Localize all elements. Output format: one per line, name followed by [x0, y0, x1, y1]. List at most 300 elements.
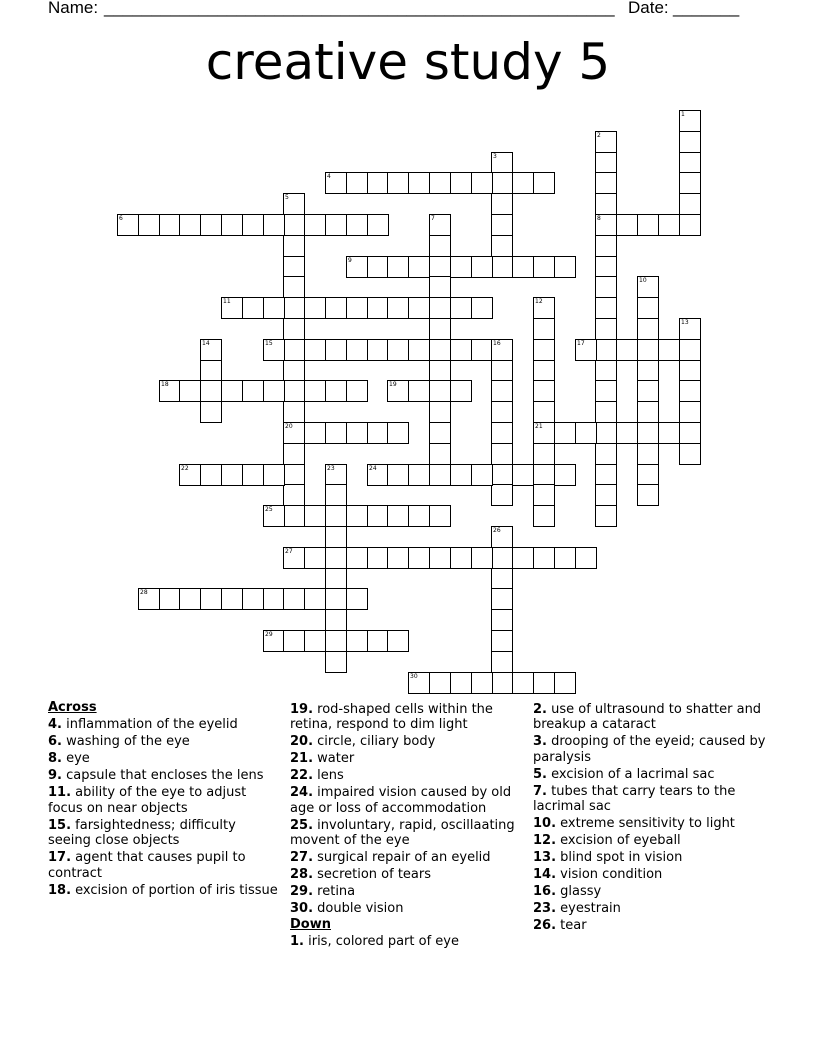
- grid-cell[interactable]: [283, 380, 305, 402]
- grid-cell[interactable]: [491, 443, 513, 465]
- grid-cell[interactable]: [491, 547, 513, 569]
- grid-cell[interactable]: [408, 172, 430, 194]
- grid-cell[interactable]: [533, 401, 555, 423]
- grid-cell[interactable]: [387, 505, 409, 527]
- cell-number: 8: [597, 215, 601, 222]
- grid-cell[interactable]: [304, 297, 326, 319]
- grid-cell[interactable]: [200, 380, 222, 402]
- grid-cell[interactable]: [200, 360, 222, 382]
- grid-cell[interactable]: [637, 276, 659, 298]
- grid-cell[interactable]: [179, 214, 201, 236]
- grid-cell[interactable]: [283, 256, 305, 278]
- grid-cell[interactable]: [387, 172, 409, 194]
- grid-cell[interactable]: [367, 297, 389, 319]
- grid-cell[interactable]: [450, 172, 472, 194]
- grid-cell[interactable]: [637, 422, 659, 444]
- grid-cell[interactable]: [637, 443, 659, 465]
- grid-cell[interactable]: [679, 193, 701, 215]
- grid-cell[interactable]: [491, 256, 513, 278]
- grid-cell[interactable]: [491, 235, 513, 257]
- grid-cell[interactable]: [200, 339, 222, 361]
- grid-cell[interactable]: [429, 339, 451, 361]
- grid-cell[interactable]: [429, 235, 451, 257]
- grid-cell[interactable]: [595, 339, 617, 361]
- grid-cell[interactable]: [450, 256, 472, 278]
- grid-cell[interactable]: [595, 318, 617, 340]
- clue-text: glassy: [556, 884, 602, 899]
- grid-cell[interactable]: [679, 360, 701, 382]
- name-label: Name:: [48, 0, 99, 17]
- grid-cell[interactable]: [200, 588, 222, 610]
- page-title: creative study 5: [205, 33, 611, 91]
- grid-cell[interactable]: [408, 339, 430, 361]
- grid-cell[interactable]: [471, 172, 493, 194]
- grid-cell[interactable]: [283, 422, 305, 444]
- clue-item: [533, 816, 769, 832]
- grid-cell[interactable]: [533, 422, 555, 444]
- grid-cell[interactable]: [117, 214, 139, 236]
- grid-cell[interactable]: [346, 630, 368, 652]
- clue-number: 7.: [533, 783, 547, 799]
- grid-cell[interactable]: [679, 110, 701, 132]
- grid-cell[interactable]: [595, 297, 617, 319]
- grid-cell[interactable]: [283, 588, 305, 610]
- grid-cell[interactable]: [679, 401, 701, 423]
- grid-cell[interactable]: [283, 547, 305, 569]
- grid-cell[interactable]: [387, 339, 409, 361]
- clue-text: agent that causes pupil to contract: [48, 850, 246, 881]
- clue-item: [533, 918, 769, 934]
- clue-number: 11.: [48, 785, 72, 800]
- grid-cell[interactable]: [533, 360, 555, 382]
- grid-cell[interactable]: [491, 193, 513, 215]
- grid-cell[interactable]: [179, 464, 201, 486]
- grid-cell[interactable]: [595, 464, 617, 486]
- grid-cell[interactable]: [408, 256, 430, 278]
- clue-item: [533, 784, 769, 815]
- grid-cell[interactable]: [533, 547, 555, 569]
- grid-cell[interactable]: [159, 588, 181, 610]
- grid-cell[interactable]: [429, 276, 451, 298]
- grid-cell[interactable]: [387, 547, 409, 569]
- grid-cell[interactable]: [242, 214, 264, 236]
- grid-cell[interactable]: [283, 318, 305, 340]
- grid-cell[interactable]: [491, 214, 513, 236]
- grid-cell[interactable]: [429, 443, 451, 465]
- grid-cell[interactable]: [658, 214, 680, 236]
- grid-cell[interactable]: [679, 339, 701, 361]
- grid-cell[interactable]: [491, 401, 513, 423]
- name-field[interactable]: ______________________________________________________: [104, 0, 615, 17]
- grid-cell[interactable]: [595, 214, 617, 236]
- grid-cell[interactable]: [367, 464, 389, 486]
- grid-cell[interactable]: [138, 588, 160, 610]
- grid-cell[interactable]: [429, 401, 451, 423]
- grid-cell[interactable]: [429, 360, 451, 382]
- grid-cell[interactable]: [575, 422, 597, 444]
- clue-number: 12.: [533, 833, 557, 848]
- grid-cell[interactable]: [471, 256, 493, 278]
- grid-cell[interactable]: [491, 609, 513, 631]
- grid-cell[interactable]: [138, 214, 160, 236]
- grid-cell[interactable]: [283, 464, 305, 486]
- clue-number: 13.: [533, 850, 557, 865]
- grid-cell[interactable]: [200, 401, 222, 423]
- grid-cell[interactable]: [367, 256, 389, 278]
- grid-cell[interactable]: [679, 172, 701, 194]
- clue-number: 24.: [290, 785, 314, 800]
- grid-cell[interactable]: [471, 672, 493, 694]
- grid-cell[interactable]: [491, 464, 513, 486]
- clue-text: secretion of tears: [313, 867, 432, 882]
- grid-cell[interactable]: [595, 360, 617, 382]
- grid-cell[interactable]: [533, 318, 555, 340]
- grid-cell[interactable]: [346, 588, 368, 610]
- grid-cell[interactable]: [346, 547, 368, 569]
- grid-cell[interactable]: [387, 464, 409, 486]
- grid-cell[interactable]: [242, 297, 264, 319]
- grid-cell[interactable]: [325, 297, 347, 319]
- grid-cell[interactable]: [221, 214, 243, 236]
- grid-cell[interactable]: [471, 464, 493, 486]
- grid-cell[interactable]: [408, 464, 430, 486]
- grid-cell[interactable]: [429, 505, 451, 527]
- grid-cell[interactable]: [491, 672, 513, 694]
- grid-cell[interactable]: [491, 484, 513, 506]
- grid-cell[interactable]: [408, 380, 430, 402]
- grid-cell[interactable]: [346, 297, 368, 319]
- grid-cell[interactable]: [325, 526, 347, 548]
- grid-cell[interactable]: [595, 152, 617, 174]
- grid-cell[interactable]: [450, 547, 472, 569]
- grid-cell[interactable]: [679, 422, 701, 444]
- grid-cell[interactable]: [263, 214, 285, 236]
- grid-cell[interactable]: [325, 464, 347, 486]
- clue-number: 6.: [48, 734, 62, 749]
- grid-cell[interactable]: [387, 256, 409, 278]
- grid-cell[interactable]: [367, 630, 389, 652]
- grid-cell[interactable]: [283, 235, 305, 257]
- clue-number: 17.: [48, 850, 72, 865]
- grid-cell[interactable]: [346, 422, 368, 444]
- grid-cell[interactable]: [429, 380, 451, 402]
- grid-cell[interactable]: [263, 588, 285, 610]
- grid-cell[interactable]: [533, 297, 555, 319]
- grid-cell[interactable]: [179, 588, 201, 610]
- grid-cell[interactable]: [491, 568, 513, 590]
- grid-cell[interactable]: [595, 276, 617, 298]
- grid-cell[interactable]: [221, 588, 243, 610]
- grid-cell[interactable]: [512, 547, 534, 569]
- grid-cell[interactable]: [491, 380, 513, 402]
- grid-cell[interactable]: [325, 588, 347, 610]
- grid-cell[interactable]: [637, 401, 659, 423]
- grid-cell[interactable]: [429, 422, 451, 444]
- clue-item: [48, 717, 280, 733]
- grid-cell[interactable]: [554, 422, 576, 444]
- grid-cell[interactable]: [325, 380, 347, 402]
- grid-cell[interactable]: [450, 297, 472, 319]
- grid-cell[interactable]: [471, 297, 493, 319]
- grid-cell[interactable]: [346, 505, 368, 527]
- grid-cell[interactable]: [533, 672, 555, 694]
- grid-cell[interactable]: [637, 339, 659, 361]
- grid-cell[interactable]: [637, 484, 659, 506]
- clue-item: [48, 818, 280, 849]
- grid-cell[interactable]: [512, 256, 534, 278]
- grid-cell[interactable]: [263, 505, 285, 527]
- grid-cell[interactable]: [242, 380, 264, 402]
- clue-item: [290, 734, 526, 750]
- grid-cell[interactable]: [450, 464, 472, 486]
- grid-cell[interactable]: [575, 339, 597, 361]
- grid-cell[interactable]: [304, 630, 326, 652]
- grid-cell[interactable]: [679, 152, 701, 174]
- grid-cell[interactable]: [554, 547, 576, 569]
- grid-cell[interactable]: [533, 339, 555, 361]
- grid-cell[interactable]: [304, 422, 326, 444]
- grid-cell[interactable]: [325, 484, 347, 506]
- grid-cell[interactable]: [491, 172, 513, 194]
- grid-cell[interactable]: [387, 380, 409, 402]
- grid-cell[interactable]: [595, 193, 617, 215]
- grid-cell[interactable]: [408, 505, 430, 527]
- cell-number: 3: [493, 153, 497, 160]
- grid-cell[interactable]: [595, 422, 617, 444]
- grid-cell[interactable]: [408, 547, 430, 569]
- grid-cell[interactable]: [283, 193, 305, 215]
- grid-cell[interactable]: [637, 297, 659, 319]
- grid-cell[interactable]: [616, 214, 638, 236]
- grid-cell[interactable]: [575, 547, 597, 569]
- clue-text: farsightedness; difficulty seeing close objects: [48, 817, 236, 848]
- clue-item: [290, 818, 526, 849]
- grid-cell[interactable]: [221, 297, 243, 319]
- grid-cell[interactable]: [263, 464, 285, 486]
- grid-cell[interactable]: [304, 588, 326, 610]
- grid-cell[interactable]: [533, 484, 555, 506]
- grid-cell[interactable]: [387, 630, 409, 652]
- grid-cell[interactable]: [533, 443, 555, 465]
- grid-cell[interactable]: [595, 380, 617, 402]
- grid-cell[interactable]: [263, 339, 285, 361]
- grid-cell[interactable]: [429, 297, 451, 319]
- grid-cell[interactable]: [263, 297, 285, 319]
- grid-cell[interactable]: [325, 214, 347, 236]
- grid-cell[interactable]: [595, 505, 617, 527]
- cell-number: 28: [140, 589, 148, 596]
- cell-number: 24: [369, 465, 377, 472]
- grid-cell[interactable]: [159, 214, 181, 236]
- grid-cell[interactable]: [200, 464, 222, 486]
- grid-cell[interactable]: [637, 360, 659, 382]
- grid-cell[interactable]: [283, 443, 305, 465]
- grid-cell[interactable]: [325, 568, 347, 590]
- grid-cell[interactable]: [637, 464, 659, 486]
- grid-cell[interactable]: [325, 339, 347, 361]
- grid-cell[interactable]: [533, 172, 555, 194]
- grid-cell[interactable]: [283, 297, 305, 319]
- grid-cell[interactable]: [491, 588, 513, 610]
- grid-cell[interactable]: [242, 588, 264, 610]
- grid-cell[interactable]: [595, 235, 617, 257]
- grid-cell[interactable]: [679, 318, 701, 340]
- cell-number: 27: [285, 548, 293, 555]
- grid-cell[interactable]: [679, 443, 701, 465]
- clue-text: iris, colored part of eye: [303, 933, 459, 949]
- grid-cell[interactable]: [595, 172, 617, 194]
- grid-cell[interactable]: [491, 152, 513, 174]
- grid-cell[interactable]: [283, 505, 305, 527]
- clue-number: 10.: [533, 816, 557, 831]
- grid-cell[interactable]: [367, 214, 389, 236]
- clue-item: [290, 751, 526, 767]
- date-field[interactable]: _______: [673, 0, 740, 17]
- grid-cell[interactable]: [491, 630, 513, 652]
- grid-cell[interactable]: [595, 443, 617, 465]
- grid-cell[interactable]: [595, 484, 617, 506]
- grid-cell[interactable]: [533, 380, 555, 402]
- grid-cell[interactable]: [595, 401, 617, 423]
- grid-cell[interactable]: [325, 651, 347, 673]
- grid-cell[interactable]: [304, 214, 326, 236]
- grid-cell[interactable]: [533, 256, 555, 278]
- grid-cell[interactable]: [554, 464, 576, 486]
- grid-cell[interactable]: [263, 380, 285, 402]
- grid-cell[interactable]: [512, 172, 534, 194]
- grid-cell[interactable]: [450, 339, 472, 361]
- grid-cell[interactable]: [221, 380, 243, 402]
- cell-number: 29: [265, 631, 273, 638]
- cell-number: 23: [327, 465, 335, 472]
- grid-cell[interactable]: [283, 339, 305, 361]
- grid-cell[interactable]: [283, 630, 305, 652]
- clue-item: [290, 934, 526, 950]
- clue-item: [290, 884, 526, 900]
- grid-cell[interactable]: [429, 214, 451, 236]
- grid-cell[interactable]: [304, 380, 326, 402]
- grid-cell[interactable]: [533, 464, 555, 486]
- grid-cell[interactable]: [367, 422, 389, 444]
- clue-item: [48, 883, 280, 899]
- grid-cell[interactable]: [491, 360, 513, 382]
- clue-item: [290, 702, 526, 733]
- grid-cell[interactable]: [325, 505, 347, 527]
- clue-number: 5.: [533, 766, 547, 782]
- clue-text: drooping of the eyeid; caused by paralysis: [533, 734, 766, 765]
- grid-cell[interactable]: [387, 297, 409, 319]
- cell-number: 10: [639, 277, 647, 284]
- grid-cell[interactable]: [471, 547, 493, 569]
- clue-item: [48, 734, 280, 750]
- cell-number: 5: [285, 194, 289, 201]
- grid-cell[interactable]: [637, 318, 659, 340]
- grid-cell[interactable]: [658, 339, 680, 361]
- grid-cell[interactable]: [679, 380, 701, 402]
- grid-cell[interactable]: [429, 318, 451, 340]
- grid-cell[interactable]: [637, 214, 659, 236]
- grid-cell[interactable]: [429, 172, 451, 194]
- clue-number: 30.: [290, 901, 314, 916]
- grid-cell[interactable]: [471, 339, 493, 361]
- grid-cell[interactable]: [637, 380, 659, 402]
- grid-cell[interactable]: [367, 172, 389, 194]
- grid-cell[interactable]: [304, 339, 326, 361]
- grid-cell[interactable]: [325, 172, 347, 194]
- grid-cell[interactable]: [283, 360, 305, 382]
- grid-cell[interactable]: [616, 339, 638, 361]
- grid-cell[interactable]: [200, 214, 222, 236]
- grid-cell[interactable]: [679, 214, 701, 236]
- grid-cell[interactable]: [346, 380, 368, 402]
- grid-cell[interactable]: [283, 401, 305, 423]
- grid-cell[interactable]: [512, 672, 534, 694]
- grid-cell[interactable]: [283, 276, 305, 298]
- grid-cell[interactable]: [491, 422, 513, 444]
- grid-cell[interactable]: [512, 464, 534, 486]
- grid-cell[interactable]: [429, 464, 451, 486]
- clues-column-1: [48, 700, 280, 898]
- grid-cell[interactable]: [283, 484, 305, 506]
- grid-cell[interactable]: [616, 422, 638, 444]
- grid-cell[interactable]: [679, 131, 701, 153]
- grid-cell[interactable]: [346, 172, 368, 194]
- grid-cell[interactable]: [346, 339, 368, 361]
- grid-cell[interactable]: [408, 297, 430, 319]
- grid-cell[interactable]: [325, 547, 347, 569]
- grid-cell[interactable]: [179, 380, 201, 402]
- grid-cell[interactable]: [283, 214, 305, 236]
- grid-cell[interactable]: [242, 464, 264, 486]
- grid-cell[interactable]: [554, 256, 576, 278]
- grid-cell[interactable]: [533, 505, 555, 527]
- grid-cell[interactable]: [595, 131, 617, 153]
- grid-cell[interactable]: [429, 256, 451, 278]
- grid-cell[interactable]: [491, 651, 513, 673]
- clue-item: [48, 751, 280, 767]
- grid-cell[interactable]: [325, 422, 347, 444]
- grid-cell[interactable]: [325, 630, 347, 652]
- grid-cell[interactable]: [304, 547, 326, 569]
- grid-cell[interactable]: [491, 339, 513, 361]
- grid-cell[interactable]: [221, 464, 243, 486]
- clue-text: involuntary, rapid, oscillaating movent of the eye: [290, 817, 515, 848]
- grid-cell[interactable]: [387, 422, 409, 444]
- grid-cell[interactable]: [554, 672, 576, 694]
- grid-cell[interactable]: [408, 672, 430, 694]
- clue-item: [290, 768, 526, 784]
- grid-cell[interactable]: [491, 526, 513, 548]
- grid-cell[interactable]: [450, 672, 472, 694]
- grid-cell[interactable]: [367, 339, 389, 361]
- grid-cell[interactable]: [304, 505, 326, 527]
- grid-cell[interactable]: [367, 505, 389, 527]
- clue-text: lens: [313, 768, 344, 783]
- grid-cell[interactable]: [429, 672, 451, 694]
- grid-cell[interactable]: [346, 214, 368, 236]
- cell-number: 1: [681, 111, 685, 118]
- clue-number: 18.: [48, 882, 72, 898]
- grid-cell[interactable]: [159, 380, 181, 402]
- grid-cell[interactable]: [367, 547, 389, 569]
- grid-cell[interactable]: [658, 422, 680, 444]
- grid-cell[interactable]: [450, 380, 472, 402]
- grid-cell[interactable]: [346, 256, 368, 278]
- grid-cell[interactable]: [325, 609, 347, 631]
- grid-cell[interactable]: [595, 256, 617, 278]
- grid-cell[interactable]: [263, 630, 285, 652]
- grid-cell[interactable]: [429, 547, 451, 569]
